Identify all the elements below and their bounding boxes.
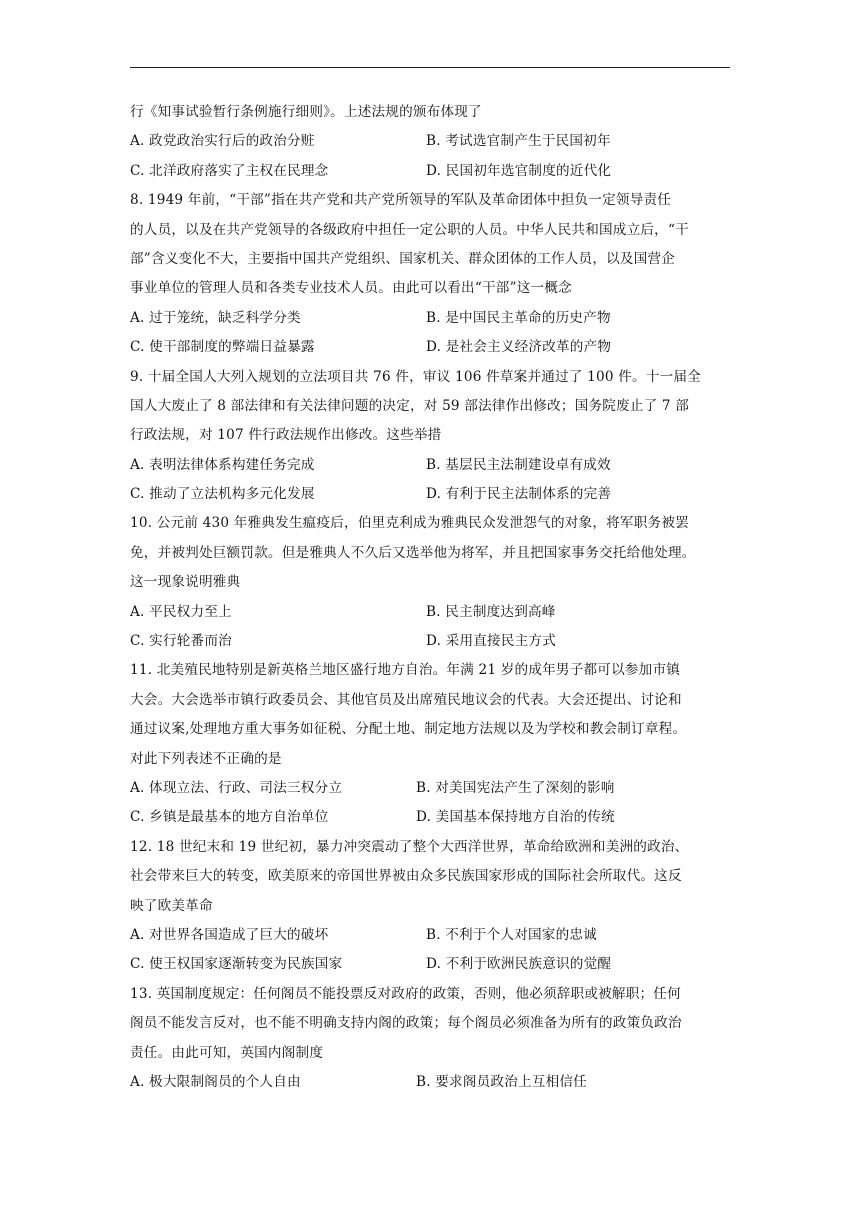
question-12-options-row-2 [130,950,734,979]
question-11-stem-line: 大会。大会选举市镇行政委员会、其他官员及出席殖民地议会的代表。大会还提出、讨论和 [130,691,682,708]
question-10-stem-line: 免，并被判处巨额罚款。但是雅典人不久后又选举他为将军，并且把国家事务交托给他处理。 [130,544,696,561]
question-8-options-row-2 [130,333,734,362]
question-10-options-row-2 [130,627,734,656]
option-b[interactable]: B. 基层民主法制建设卓有成效 [426,456,611,473]
option-c[interactable]: C. 推动了立法机构多元化发展 [130,486,315,503]
question-12-stem-line: 12. 18 世纪末和 19 世纪初，暴力冲突震动了整个大西洋世界，革命给欧洲和美洲的政治、 [130,838,689,855]
question-10-options-row-1 [130,598,734,627]
question-9-options-row-1 [130,451,734,480]
option-a[interactable]: A. 对世界各国造成了巨大的破坏 [130,926,329,943]
option-a[interactable]: A. 政党政治实行后的政治分赃 [130,133,315,150]
question-13-stem-line: 13. 英国制度规定：任何阁员不能投票反对政府的政策，否则，他必须辞职或被解职；任何 [130,985,681,1002]
question-12-stem-line: 映了欧美革命 [130,897,213,914]
question-7-options-row-1 [130,127,734,156]
question-9-options-row-2 [130,480,734,509]
question-13-stem-line: 阁员不能发言反对，也不能不明确支持内阁的政策；每个阁员必须准备为所有的政策负政治 [130,1015,682,1032]
option-c[interactable]: C. 北洋政府落实了主权在民理念 [130,162,329,179]
question-7-stem-tail: 行《知事试验暂行条例施行细则》。上述法规的颁布体现了 [130,104,482,120]
option-c[interactable]: C. 使干部制度的弊端日益暴露 [130,339,315,356]
question-8-stem-line: 8. 1949 年前，“干部”指在共产党和共产党所领导的军队及革命团体中担负一定领导责任 [130,192,672,209]
option-d[interactable]: D. 有利于民主法制体系的完善 [426,486,612,503]
question-9-stem-line: 9. 十届全国人大列入规划的立法项目共 76 件，审议 106 件草案并通过了 100 件。十一届全 [130,368,701,385]
question-12-stem-line: 社会带来巨大的转变，欧美原来的帝国世界被由众多民族国家形成的国际社会所取代。这反 [130,868,682,885]
option-b[interactable]: B. 考试选官制产生于民国初年 [426,133,611,150]
option-a[interactable]: A. 体现立法、行政、司法三权分立 [130,779,343,796]
question-8-stem-line: 部”含义变化不大，主要指中国共产党组织、国家机关、群众团体的工作人员，以及国营企 [130,250,676,267]
option-d[interactable]: D. 不利于欧洲民族意识的觉醒 [426,956,612,973]
question-11-stem-line: 对此下列表述不正确的是 [130,750,282,767]
option-a[interactable]: A. 表明法律体系构建任务完成 [130,456,315,473]
question-13-stem-line: 责任。由此可知，英国内阁制度 [130,1044,324,1061]
option-c[interactable]: C. 乡镇是最基本的地方自治单位 [130,809,329,826]
question-10-stem-line: 10. 公元前 430 年雅典发生瘟疫后，伯里克利成为雅典民众发泄怨气的对象，将军职务被罢 [130,515,689,532]
option-a[interactable]: A. 平民权力至上 [130,603,232,620]
option-b[interactable]: B. 对美国宪法产生了深刻的影响 [416,779,615,796]
question-9-stem-line: 国人大废止了 8 部法律和有关法律问题的决定，对 59 部法律作出修改；国务院废止了 7 部 [130,397,690,414]
question-7-options-row-2 [130,157,734,186]
question-11-stem-line: 通过议案,处理地方重大事务如征税、分配土地、制定地方法规以及为学校和教会制订章程。 [130,721,687,738]
question-8-stem-line: 的人员，以及在共产党领导的各级政府中担任一定公职的人员。中华人民共和国成立后，“干 [130,221,689,238]
question-10-stem-line: 这一现象说明雅典 [130,574,241,591]
option-c[interactable]: C. 实行轮番而治 [130,633,232,650]
option-b[interactable]: B. 要求阁员政治上互相信任 [416,1073,587,1090]
option-c[interactable]: C. 使王权国家逐渐转变为民族国家 [130,956,343,973]
option-d[interactable]: D. 是社会主义经济改革的产物 [426,339,612,356]
question-8-stem-line: 事业单位的管理人员和各类专业技术人员。由此可以看出“干部”这一概念 [130,280,572,297]
question-9-stem-line: 行政法规，对 107 件行政法规作出修改。这些举措 [130,427,442,444]
option-b[interactable]: B. 是中国民主革命的历史产物 [426,309,611,326]
question-13-options-row-1 [130,1068,734,1097]
option-a[interactable]: A. 极大限制阁员的个人自由 [130,1073,301,1090]
option-b[interactable]: B. 不利于个人对国家的忠诚 [426,926,597,943]
question-11-options-row-2 [130,803,734,832]
exam-page-content [130,98,734,1097]
option-d[interactable]: D. 美国基本保持地方自治的传统 [416,809,615,826]
option-b[interactable]: B. 民主制度达到高峰 [426,603,556,620]
question-11-stem-line: 11. 北美殖民地特别是新英格兰地区盛行地方自治。年满 21 岁的成年男子都可以参加市镇 [130,662,681,679]
header-rule [130,67,730,68]
option-d[interactable]: D. 民国初年选官制度的近代化 [426,162,612,179]
question-12-options-row-1 [130,921,734,950]
option-a[interactable]: A. 过于笼统，缺乏科学分类 [130,309,301,326]
option-d[interactable]: D. 采用直接民主方式 [426,633,557,650]
question-11-options-row-1 [130,774,734,803]
question-8-options-row-1 [130,304,734,333]
